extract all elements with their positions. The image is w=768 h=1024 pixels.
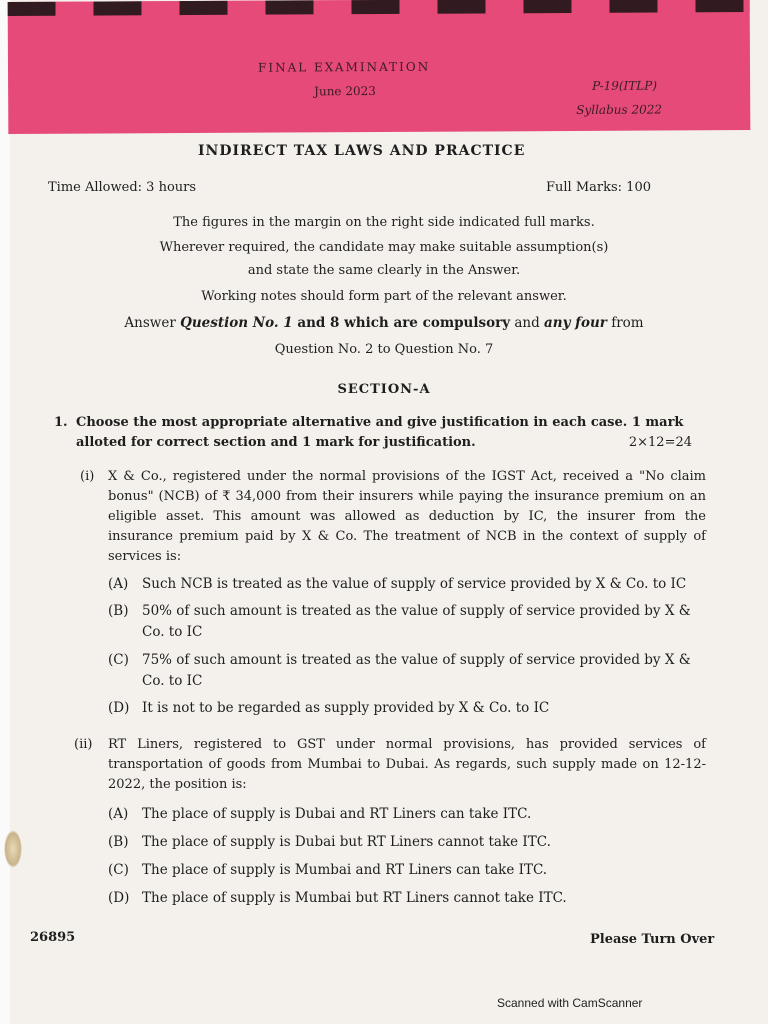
- option-label: (C): [108, 862, 129, 878]
- instruction-line: [0, 315, 768, 331]
- instruction-emphasis: any four: [544, 315, 607, 331]
- sub-question-number: (i): [80, 469, 95, 484]
- please-turn-over: Please Turn Over: [590, 932, 715, 947]
- option-label: (B): [108, 603, 129, 619]
- option-label: (D): [108, 700, 130, 716]
- full-marks: Full Marks: 100: [546, 180, 651, 195]
- option-text: 50% of such amount is treated as the value of supply of service provided by X & Co. to IC: [142, 603, 691, 640]
- instruction-fragment: and 8 which are: [292, 315, 423, 331]
- question-marks: 2×12=24: [628, 435, 692, 450]
- exam-session: June 2023: [314, 84, 376, 99]
- option: [108, 888, 700, 909]
- instruction-emphasis: compulsory: [422, 315, 511, 331]
- question-text: Choose the most appropriate alternative and give justification in each case. 1 mark alloted for correct section and 1 mark for justification.: [76, 415, 684, 450]
- option: [108, 698, 700, 719]
- question-number: 1.: [54, 415, 68, 430]
- option-text: The place of supply is Mumbai and RT Liners can take ITC.: [142, 862, 548, 878]
- header-band: [8, 0, 751, 134]
- instruction-fragment: Answer: [124, 315, 181, 331]
- instruction-line: and state the same clearly in the Answer.: [247, 263, 521, 278]
- instruction-emphasis: Question No. 1: [180, 315, 293, 331]
- sub-question-text: RT Liners, registered to GST under normal provisions, has provided services of transportation of goods from Mumbai to Dubai. As regards, such supply made on 12-12-2022, the position is:: [108, 737, 706, 792]
- sub-question-text: X & Co., registered under the normal provisions of the IGST Act, received a "No claim bonus" (NCB) of ₹ 34,000 from their insurers while paying the insurance premium on an eligible asset. This amount was allowed as deduction by IC, the insurer from the insurance premium paid by X & Co. The treatment of NCB in the context of supply of services is:: [108, 469, 706, 564]
- option-label: (A): [108, 576, 129, 592]
- option: [108, 860, 700, 881]
- scanner-watermark: Scanned with CamScanner: [497, 996, 643, 1010]
- paper-title: INDIRECT TAX LAWS AND PRACTICE: [198, 143, 526, 159]
- question-1: [54, 413, 710, 453]
- sub-question-number: (ii): [74, 737, 93, 752]
- instruction-fragment: and: [510, 315, 545, 331]
- option: [108, 574, 700, 595]
- instruction-line: Wherever required, the candidate may make suitable assumption(s): [159, 240, 609, 255]
- time-allowed: Time Allowed: 3 hours: [48, 180, 197, 195]
- option-text: 75% of such amount is treated as the value of supply of service provided by X & Co. to IC: [142, 652, 691, 689]
- option-text: It is not to be regarded as supply provided by X & Co. to IC: [142, 700, 550, 716]
- option-text: Such NCB is treated as the value of supply of service provided by X & Co. to IC: [142, 576, 687, 592]
- option-text: The place of supply is Dubai but RT Liners cannot take ITC.: [142, 834, 551, 850]
- section-heading: SECTION-A: [337, 382, 431, 397]
- option: [108, 601, 700, 643]
- instruction-line: Question No. 2 to Question No. 7: [274, 342, 494, 357]
- paper-smudge: [4, 830, 22, 868]
- option-label: (B): [108, 834, 129, 850]
- option-label: (C): [108, 652, 129, 668]
- exam-title: FINAL EXAMINATION: [257, 59, 431, 75]
- option: [108, 650, 700, 692]
- option: [108, 832, 700, 853]
- option-text: The place of supply is Dubai and RT Liners can take ITC.: [142, 806, 532, 822]
- syllabus: Syllabus 2022: [576, 102, 663, 117]
- option-label: (A): [108, 806, 129, 822]
- header-strip: [8, 0, 750, 16]
- option-text: The place of supply is Mumbai but RT Liners cannot take ITC.: [142, 890, 567, 906]
- sub-question-i: [80, 467, 706, 567]
- instruction-fragment: from: [606, 315, 644, 331]
- option: [108, 804, 700, 825]
- paper-serial: 26895: [30, 930, 76, 945]
- paper-code: P-19(ITLP): [592, 78, 658, 93]
- sub-question-ii: [74, 735, 706, 795]
- option-label: (D): [108, 890, 130, 906]
- instruction-line: The figures in the margin on the right side indicated full marks.: [173, 215, 595, 230]
- instruction-line: Working notes should form part of the relevant answer.: [201, 289, 567, 304]
- page-margin: [0, 0, 10, 1024]
